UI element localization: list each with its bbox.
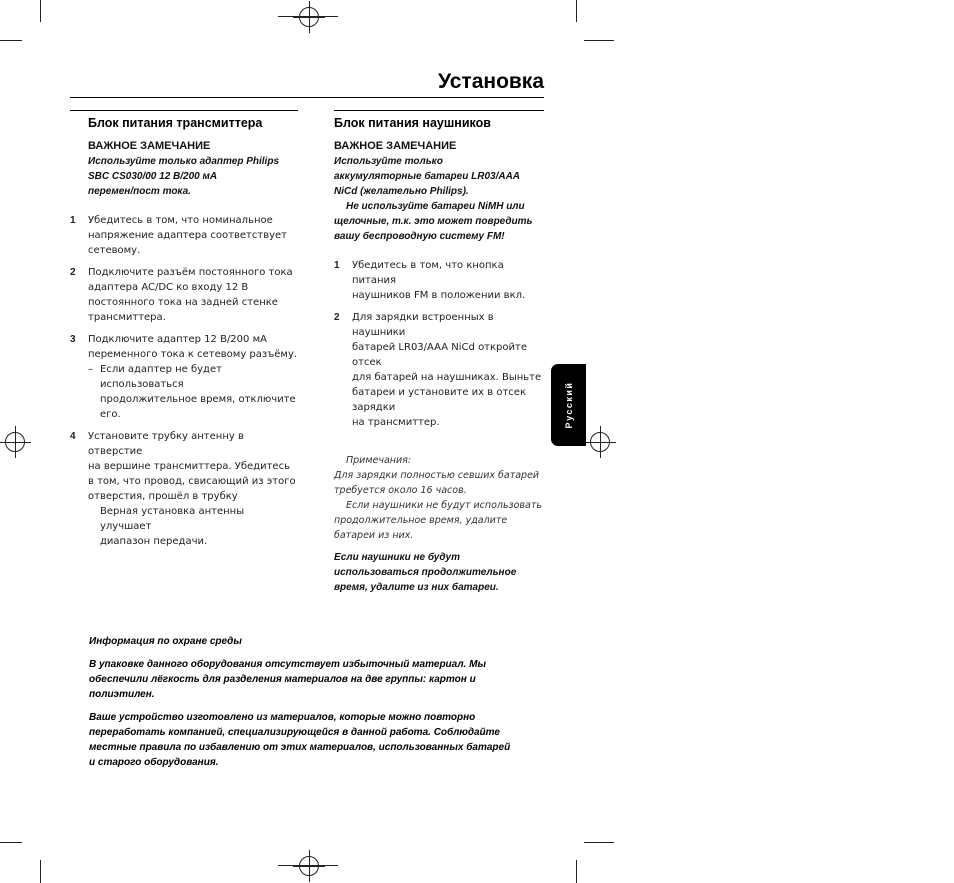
environment-paragraph: В упаковке данного оборудования отсутствует избыточный материал. Мы обеспечили лёгкость для разделения материалов на две группы: картон и полиэтилен. <box>89 659 486 700</box>
registration-crosshair-icon <box>5 432 25 452</box>
list-item: 2 Для зарядки встроенных в наушники батарей LR03/AAA NiCd откройте отсек для батарей на наушниках. Выньте батареи и установите их в отсек зарядки на трансмиттер. <box>334 312 542 428</box>
important-label: ВАЖНОЕ ЗАМЕЧАНИЕ <box>334 140 457 152</box>
hint-text: Если наушники не будут использовать продолжительное время, удалите батареи из них. <box>334 500 542 541</box>
page-title: Установка <box>438 70 544 93</box>
sub-note: – Если адаптер не будет использоваться продолжительное время, отключите его. <box>88 364 296 420</box>
hints-title: Примечания: <box>346 455 412 466</box>
registration-crosshair-icon <box>299 856 319 876</box>
hints-block <box>334 453 544 543</box>
section-heading: Блок питания трансмиттера <box>88 116 263 130</box>
registration-crosshair-icon <box>590 432 610 452</box>
warning-note: Не используйте батареи NiMH или щелочные, т.к. это может повредить вашу беспроводную систему FM! <box>334 201 533 242</box>
crop-mark <box>0 40 22 41</box>
steps-list <box>70 213 298 549</box>
crop-mark <box>576 0 577 22</box>
crop-mark <box>40 860 41 883</box>
language-tab <box>551 364 586 446</box>
list-item: 4 Установите трубку антенну в отверстие на вершине трансмиттера. Убедитесь в том, что провод, свисающий из этого отверстия, прошёл в трубку Верная установка антенны улучшает диапазон передачи. <box>70 429 298 549</box>
crop-mark <box>40 0 41 22</box>
environment-paragraph: Ваше устройство изготовлено из материалов, которые можно повторно переработать компанией, специализирующейся в данной работа. Соблюдайте местные правила по избавлению от этих материалов, использованных батарей и старого оборудования. <box>89 712 511 768</box>
list-item: 1 Убедитесь в том, что номинальное напряжение адаптера соответствует сетевому. <box>70 215 287 256</box>
hint-text: Для зарядки полностью севших батарей требуется около 16 часов. <box>334 470 540 496</box>
final-note: Если наушники не будут использоваться продолжительное время, удалите из них батареи. <box>334 552 517 593</box>
section-heading: Блок питания наушников <box>334 116 491 130</box>
headphone-power-section <box>334 110 544 595</box>
environment-info <box>89 634 544 776</box>
steps-list <box>334 258 544 430</box>
transmitter-power-section <box>70 110 298 549</box>
list-item: 1 Убедитесь в том, что кнопка питания наушников FM в положении вкл. <box>334 260 526 301</box>
registration-crosshair-icon <box>299 7 319 27</box>
important-note: Используйте только адаптер Philips SBC CS030/00 12 B/200 мА перемен/пост тока. <box>88 156 280 197</box>
language-tab-label: Русский <box>563 381 574 429</box>
list-item: 2 Подключите разъём постоянного тока адаптера AC/DC ко входу 12 B постоянного тока на задней стенке трансмиттера. <box>70 267 293 323</box>
section-rule <box>334 110 544 111</box>
crop-mark <box>0 842 22 843</box>
important-label: ВАЖНОЕ ЗАМЕЧАНИЕ <box>88 140 211 152</box>
title-rule <box>70 97 544 98</box>
section-rule <box>70 110 298 111</box>
important-note: Используйте только аккумуляторные батареи LR03/AAA NiCd (желательно Philips). <box>334 156 521 197</box>
crop-mark <box>584 842 614 843</box>
crop-mark <box>576 860 577 883</box>
environment-title: Информация по охране среды <box>89 636 242 647</box>
crop-mark <box>584 40 614 41</box>
sub-note: Верная установка антенны улучшает диапазон передачи. <box>100 506 245 547</box>
list-item: 3 Подключите адаптер 12 В/200 мА переменного тока к сетевому разъёму. – Если адаптер не будет использоваться продолжительное время, отключите его. <box>70 334 298 420</box>
